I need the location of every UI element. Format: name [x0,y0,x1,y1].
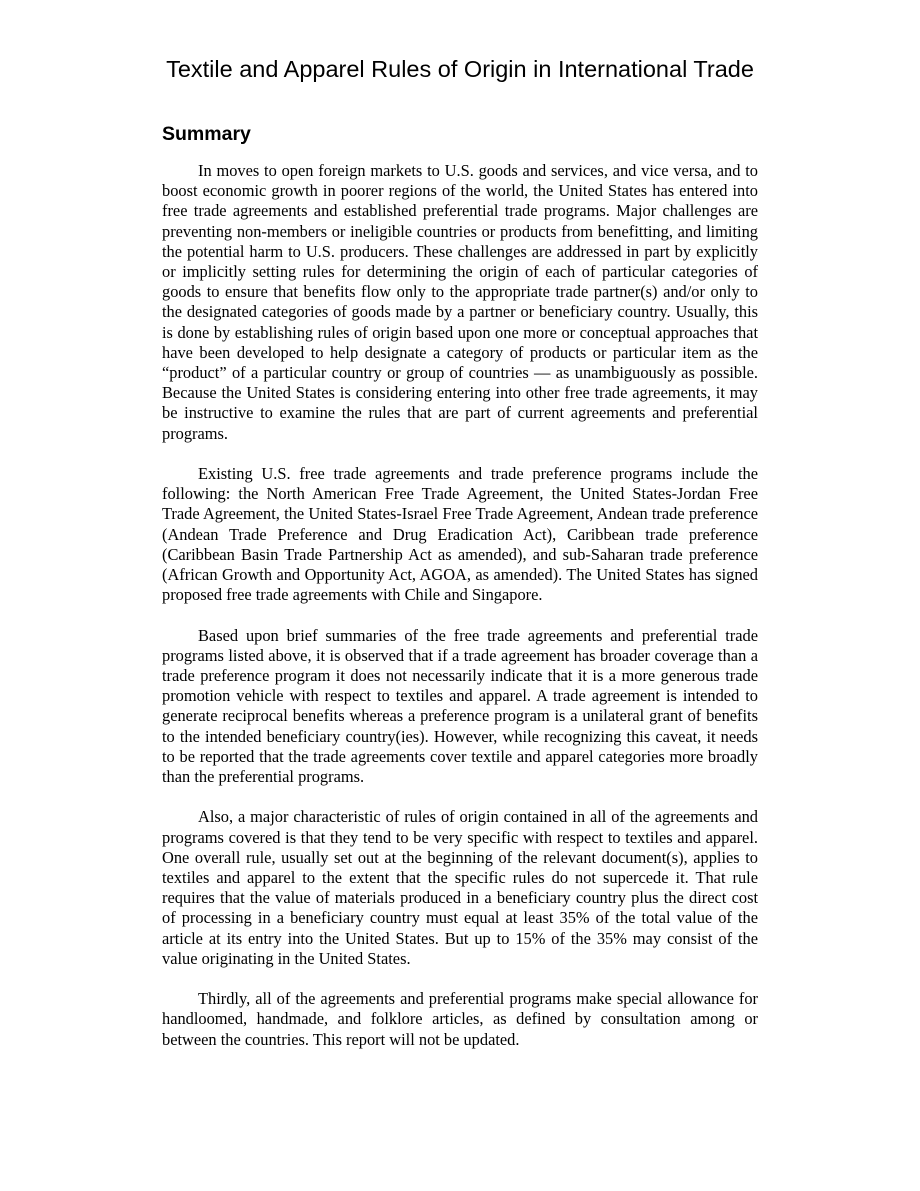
summary-paragraph-1: In moves to open foreign markets to U.S. goods and services, and vice versa, and to boost economic growth in poorer regions of the world, the United States has entered into free trade agreements and established preferential trade programs. Major challenges are preventing non-members or ineligible countries or products from benefitting, and limiting the potential harm to U.S. producers. These challenges are addressed in part by explicitly or implicitly setting rules for determining the origin of each of particular categories of goods to ensure that benefits flow only to the appropriate trade partner(s) and/or only to the designated categories of goods made by a partner or beneficiary country. Usually, this is done by establishing rules of origin based upon one more or conceptual approaches that have been developed to help designate a category of products or particular item as the “product” of a particular country or group of countries — as unambiguously as possible. Because the United States is considering entering into other free trade agreements, it may be instructive to examine the rules that are part of current agreements and preferential programs. [162,161,758,443]
document-title: Textile and Apparel Rules of Origin in International Trade [166,56,754,82]
document-page [162,56,758,1050]
summary-paragraph-5: Thirdly, all of the agreements and preferential programs make special allowance for handloomed, handmade, and folklore articles, as defined by consultation among or between the countries. This report will not be updated. [162,989,758,1049]
summary-paragraph-3: Based upon brief summaries of the free trade agreements and preferential trade programs listed above, it is observed that if a trade agreement has broader coverage than a trade preference program it does not necessarily indicate that it is a more generous trade promotion vehicle with respect to textiles and apparel. A trade agreement is intended to generate reciprocal benefits whereas a preference program is a unilateral grant of benefits to the intended beneficiary country(ies). However, while recognizing this caveat, it needs to be reported that the trade agreements cover textile and apparel categories more broadly than the preferential programs. [162,625,758,787]
summary-paragraph-2: Existing U.S. free trade agreements and trade preference programs include the following: the North American Free Trade Agreement, the United States-Jordan Free Trade Agreement, the United States-Israel Free Trade Agreement, Andean trade preference (Andean Trade Preference and Drug Eradication Act), Caribbean trade preference (Caribbean Basin Trade Partnership Act as amended), and sub-Saharan trade preference (African Growth and Opportunity Act, AGOA, as amended). The United States has signed proposed free trade agreements with Chile and Singapore. [162,464,758,605]
summary-paragraph-4: Also, a major characteristic of rules of origin contained in all of the agreements and programs covered is that they tend to be very specific with respect to textiles and apparel. One overall rule, usually set out at the beginning of the relevant document(s), applies to textiles and apparel to the extent that the specific rules do not supercede it. That rule requires that the value of materials produced in a beneficiary country plus the direct cost of processing in a beneficiary country must equal at least 35% of the total value of the article at its entry into the United States. But up to 15% of the 35% may consist of the value originating in the United States. [162,807,758,968]
section-heading-summary: Summary [162,123,251,145]
